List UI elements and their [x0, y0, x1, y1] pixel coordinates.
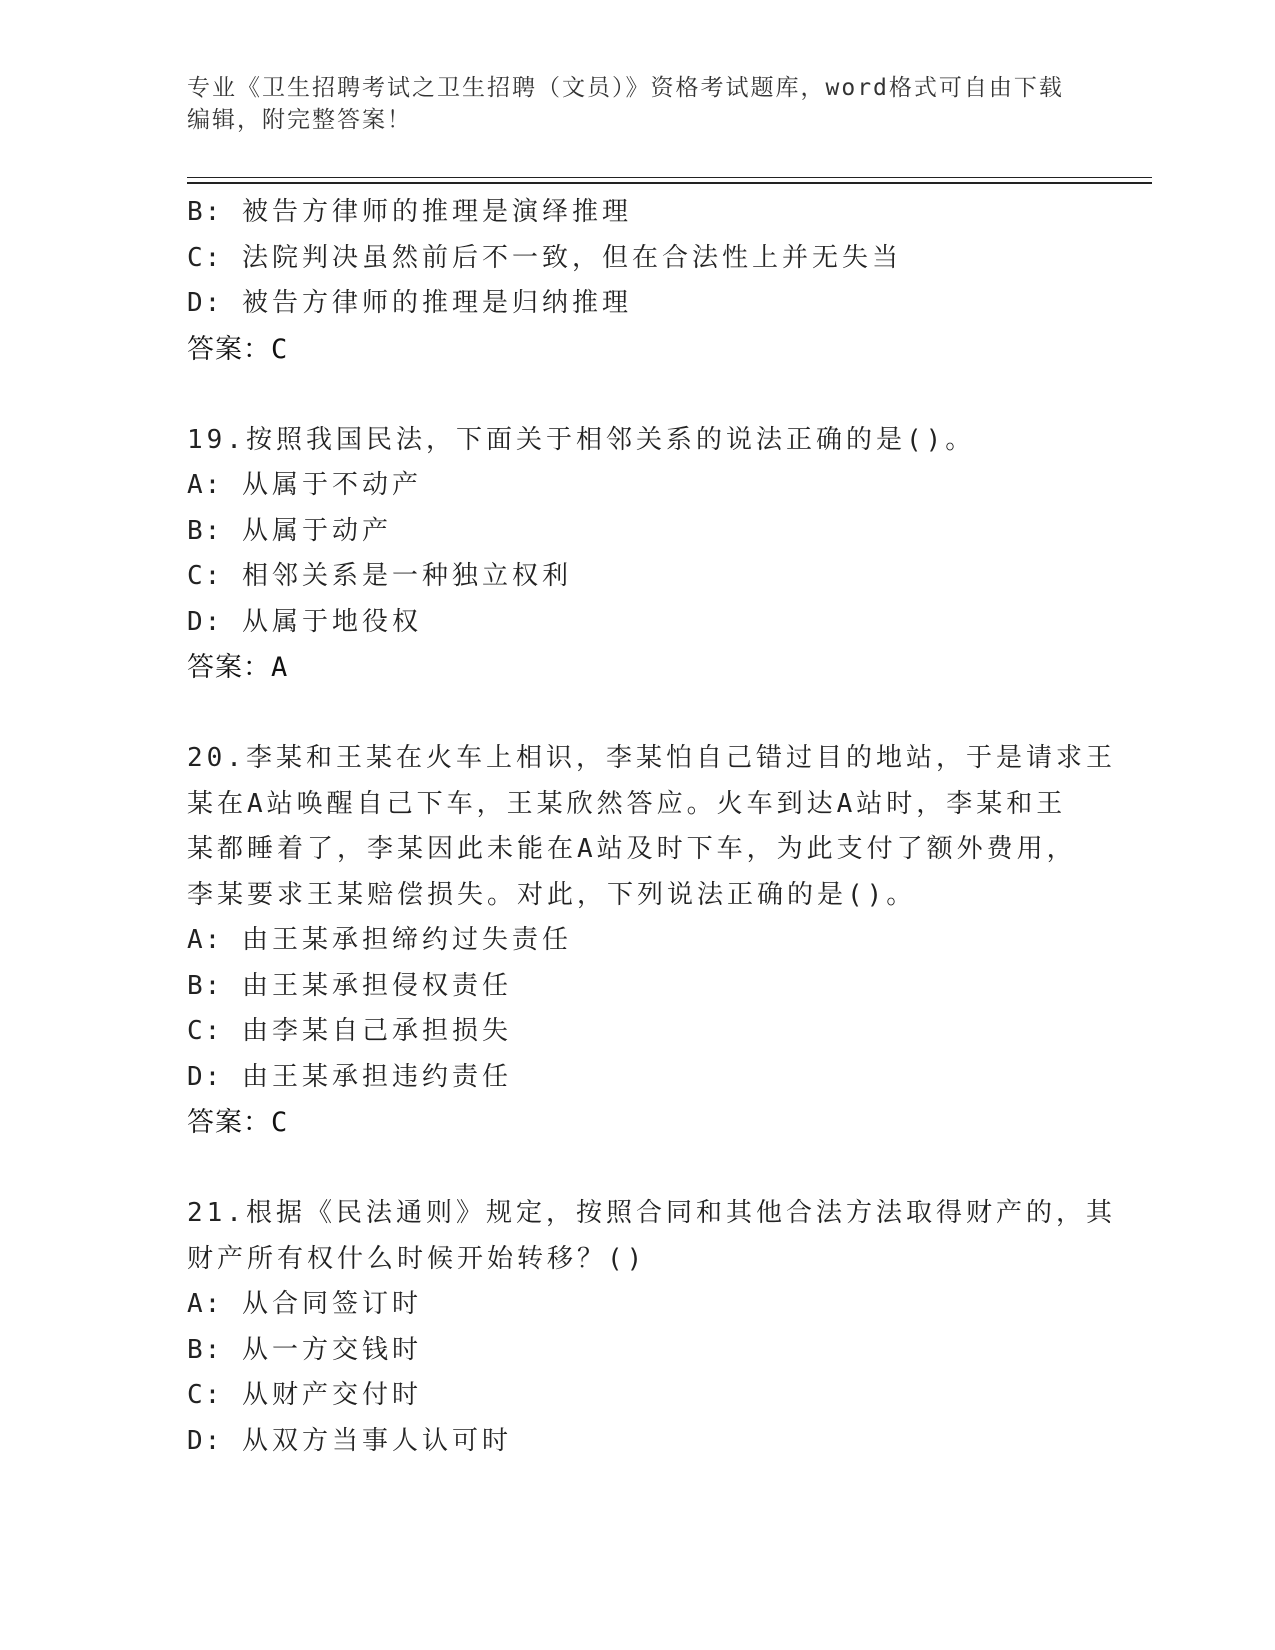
option-text: 由王某承担缔约过失责任 — [241, 925, 572, 955]
option-text: 被告方律师的推理是归纳推理 — [241, 288, 632, 318]
header-line-1: 专业《卫生招聘考试之卫生招聘（文员）》资格考试题库，word格式可自由下载 — [187, 75, 1064, 101]
question-20 — [187, 736, 1116, 1146]
option-letter: C: — [187, 242, 223, 273]
option-a — [187, 1282, 1087, 1328]
option-letter: B: — [187, 197, 223, 227]
answer — [187, 645, 1087, 691]
option-letter: D: — [187, 288, 223, 318]
option-letter: B: — [187, 515, 223, 546]
question-stem: 19.按照我国民法，下面关于相邻关系的说法正确的是()。 — [187, 424, 976, 455]
option-letter: B: — [187, 1334, 223, 1365]
option-text: 从合同签订时 — [241, 1289, 422, 1319]
option-b — [187, 1328, 1087, 1374]
option-text: 从属于动产 — [241, 515, 392, 546]
option-letter: C: — [187, 561, 223, 591]
option-text: 由王某承担侵权责任 — [241, 970, 512, 1001]
option-text: 相邻关系是一种独立权利 — [241, 561, 572, 591]
question-stem-line: 某都睡着了，李某因此未能在A站及时下车，为此支付了额外费用， — [187, 834, 1077, 864]
question-18 — [187, 190, 1087, 372]
option-a — [187, 463, 1087, 509]
spacer — [187, 691, 1087, 737]
option-letter: D: — [187, 1061, 223, 1092]
option-text: 由李某自己承担损失 — [241, 1016, 512, 1046]
header-divider-thick — [187, 182, 1152, 184]
question-21 — [187, 1191, 1116, 1464]
question-stem-line: 21.根据《民法通则》规定，按照合同和其他合法方法取得财产的，其 — [187, 1198, 1116, 1228]
document-header — [187, 72, 1067, 136]
option-letter: A: — [187, 925, 223, 955]
answer-label: 答案： — [187, 333, 271, 365]
answer-label: 答案： — [187, 1107, 271, 1138]
option-text: 被告方律师的推理是演绎推理 — [241, 197, 632, 227]
option-d — [187, 281, 1087, 327]
answer — [187, 1100, 1087, 1146]
option-letter: A: — [187, 470, 223, 500]
option-d — [187, 600, 1087, 646]
option-letter: D: — [187, 1425, 223, 1456]
answer-label: 答案： — [187, 652, 271, 683]
header-divider-thin — [187, 177, 1152, 178]
option-text: 从属于地役权 — [241, 606, 422, 637]
option-b — [187, 509, 1087, 555]
option-text: 从属于不动产 — [241, 470, 422, 500]
option-d — [187, 1055, 1087, 1101]
option-c — [187, 554, 1087, 600]
option-text: 由王某承担违约责任 — [241, 1061, 512, 1092]
header-line-2: 编辑，附完整答案！ — [187, 107, 412, 133]
question-content — [187, 190, 1116, 1464]
spacer — [187, 1146, 1087, 1192]
question-stem-line: 李某要求王某赔偿损失。对此，下列说法正确的是()。 — [187, 879, 917, 910]
option-c — [187, 1373, 1087, 1419]
answer — [187, 327, 1087, 373]
option-a — [187, 918, 1087, 964]
answer-value: A — [271, 652, 289, 683]
option-d — [187, 1419, 1087, 1465]
question-stem-line: 某在A站唤醒自己下车，王某欣然答应。火车到达A站时，李某和王 — [187, 788, 1067, 819]
option-c — [187, 1009, 1087, 1055]
option-text: 从双方当事人认可时 — [241, 1425, 512, 1456]
option-letter: D: — [187, 606, 223, 637]
option-b — [187, 964, 1087, 1010]
option-letter: C: — [187, 1016, 223, 1046]
question-stem-line: 财产所有权什么时候开始转移？() — [187, 1243, 647, 1274]
option-letter: A: — [187, 1289, 223, 1319]
question-stem-line: 20.李某和王某在火车上相识，李某怕自己错过目的地站，于是请求王 — [187, 743, 1116, 773]
option-text: 从财产交付时 — [241, 1380, 422, 1410]
option-c — [187, 236, 1087, 282]
option-b — [187, 190, 1087, 236]
answer-value: C — [271, 333, 289, 365]
question-19 — [187, 418, 1087, 691]
option-letter: C: — [187, 1380, 223, 1410]
option-text: 从一方交钱时 — [241, 1334, 422, 1365]
answer-value: C — [271, 1107, 289, 1138]
spacer — [187, 372, 1087, 418]
option-letter: B: — [187, 970, 223, 1001]
option-text: 法院判决虽然前后不一致，但在合法性上并无失当 — [241, 242, 902, 273]
